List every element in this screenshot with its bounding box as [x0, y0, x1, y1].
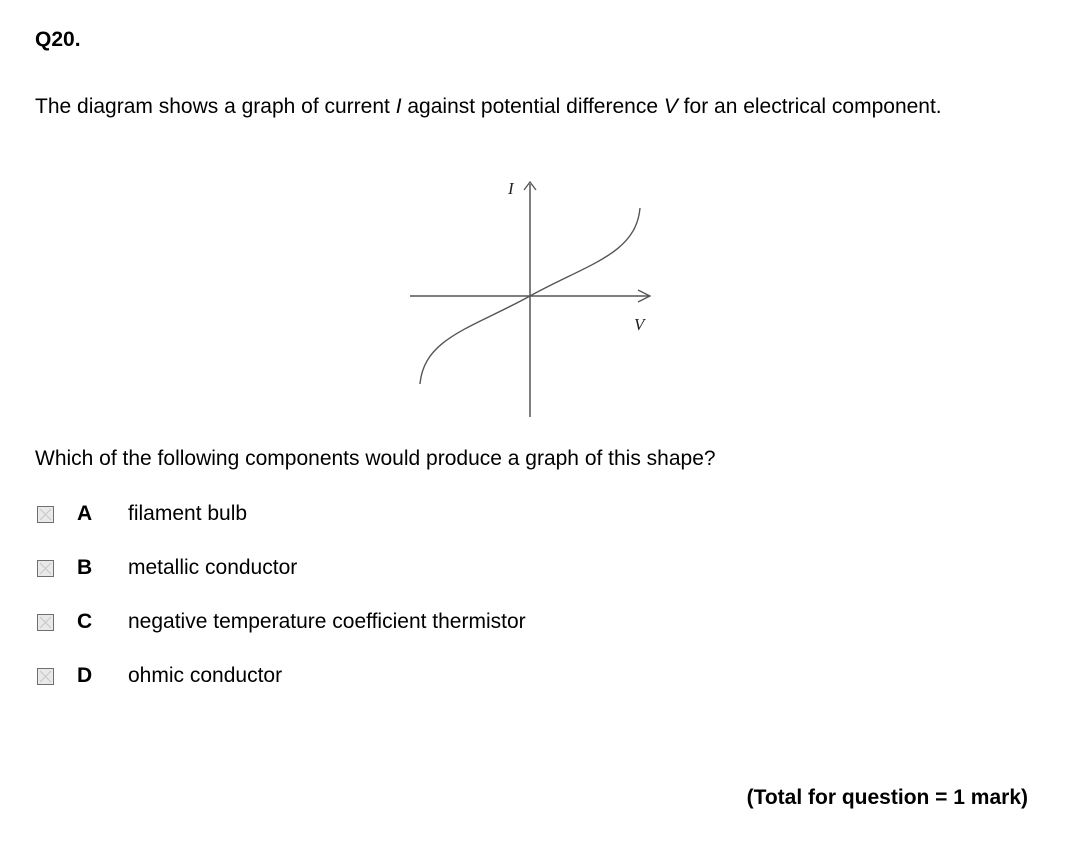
option-b-letter: B	[77, 556, 93, 579]
option-c[interactable]	[37, 609, 526, 635]
question-stem	[35, 93, 995, 121]
checkbox-cross-icon	[38, 561, 53, 576]
option-c-letter: C	[77, 610, 93, 633]
question-prompt: Which of the following components would produce a graph of this shape?	[35, 447, 716, 470]
option-a-checkbox[interactable]	[37, 506, 54, 523]
iv-graph-diagram	[400, 170, 670, 420]
total-marks: (Total for question = 1 mark)	[746, 786, 1028, 809]
option-a[interactable]	[37, 501, 248, 527]
stem-text-2: against potential difference	[401, 95, 664, 118]
option-b-text: metallic conductor	[128, 556, 298, 579]
option-d[interactable]	[37, 663, 283, 689]
checkbox-cross-icon	[38, 669, 53, 684]
option-b[interactable]	[37, 555, 298, 581]
option-d-letter: D	[77, 664, 93, 687]
stem-current-symbol: I	[395, 95, 402, 118]
option-a-letter: A	[77, 502, 93, 525]
question-number: Q20.	[35, 28, 81, 51]
option-c-checkbox[interactable]	[37, 614, 54, 631]
checkbox-cross-icon	[38, 615, 53, 630]
option-c-text: negative temperature coefficient thermistor	[128, 610, 526, 633]
stem-text-1: The diagram shows a graph of current	[35, 95, 396, 118]
stem-text-3: for an electrical component.	[677, 95, 942, 118]
x-axis-label: V	[634, 315, 645, 334]
option-d-checkbox[interactable]	[37, 668, 54, 685]
option-d-text: ohmic conductor	[128, 664, 283, 687]
option-a-text: filament bulb	[128, 502, 248, 525]
checkbox-cross-icon	[38, 507, 53, 522]
stem-pd-symbol: V	[663, 95, 678, 118]
option-b-checkbox[interactable]	[37, 560, 54, 577]
y-axis-label: I	[508, 179, 514, 198]
